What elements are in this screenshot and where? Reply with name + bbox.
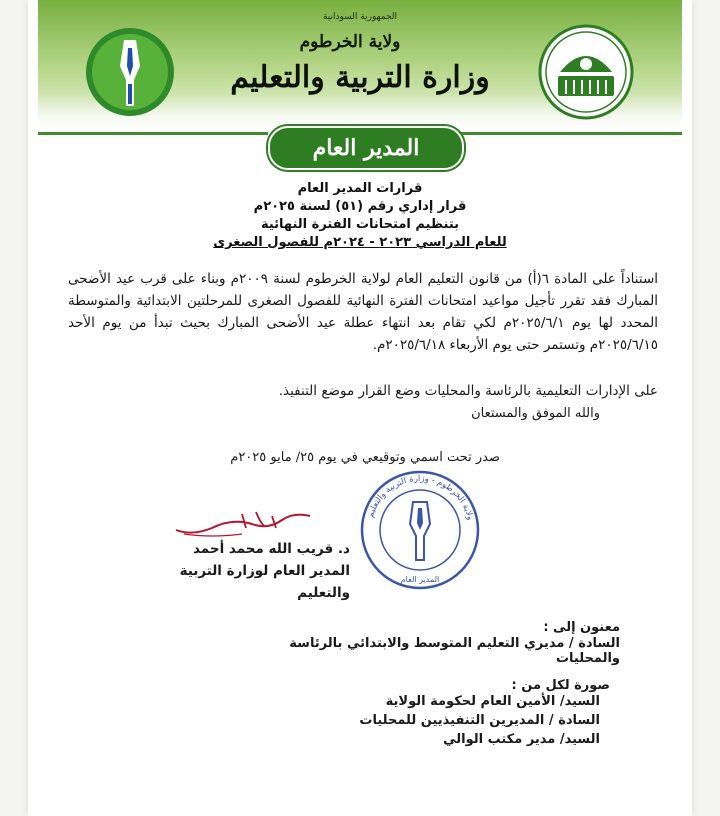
pen-nib-logo-icon: [84, 26, 176, 118]
title-line-2: قرار إداري رقم (٥١) لسنة ٢٠٢٥م: [253, 199, 467, 214]
copy-to-label: صورة لكل من :: [511, 678, 610, 693]
instruction-line: على الإدارات التعليمية بالرئاسة والمحليات وضع القرار موضع التنفيذ.: [278, 383, 658, 399]
header-rule-right: [460, 132, 682, 135]
stamp-ring-text: ولاية الخرطوم - وزارة التربية والتعليم: [365, 473, 475, 522]
signer-block: [130, 538, 350, 604]
title-line-1: قرارات المدير العام: [297, 181, 423, 196]
official-stamp-icon: [358, 468, 482, 592]
list-item: السيد/ الأمين العام لحكومة الولاية: [385, 694, 600, 709]
list-item: السيد/ مدير مكتب الوالي: [443, 732, 600, 747]
stamp-bottom-text: المدير العام: [400, 575, 440, 584]
decision-titles: [180, 180, 540, 252]
ministry-emblem-icon: [536, 22, 636, 122]
issued-line: صدر تحت اسمي وتوقيعي في يوم ٢٥/ مايو ٢٠٢٥م: [230, 450, 500, 465]
title-line-4: للعام الدراسي ٢٠٢٣ - ٢٠٢٤م للفصول الصغرى: [213, 235, 507, 250]
list-item: السادة / المديرين التنفيذيين للمحليات: [359, 713, 600, 728]
title-line-3: بتنظيم امتحانات الفترة النهائية: [260, 217, 460, 232]
addressed-to-value: السادة / مديري التعليم المتوسط والابتدائي بالرئاسة والمحليات: [289, 636, 620, 666]
header-rule-left: [38, 132, 268, 135]
addressed-to-label: معنون إلى :: [543, 620, 620, 635]
ministry-name: وزارة التربية والتعليم: [230, 60, 490, 95]
emblem-text: الجمهورية السودانية: [322, 12, 398, 22]
closing-line: والله الموفق والمستعان: [471, 406, 600, 421]
director-general-badge: المدير العام: [268, 126, 464, 170]
signer-title: المدير العام لوزارة التربية والتعليم: [179, 563, 350, 601]
signer-name: د. قريب الله محمد أحمد: [193, 541, 350, 557]
state-name: ولاية الخرطوم: [299, 32, 401, 52]
signature-icon: [172, 506, 316, 540]
decision-paragraph: استناداً على المادة ٦(أ) من قانون التعليم العام لولاية الخرطوم لسنة ٢٠٠٩م وبناء على قرب عيد الأضحى المبارك فقد تقرر تأجيل مواعيد امتحانات الفترة النهائية للفصول الصغرى للمرحلتين الابتدائية والمتوسطة المحدد لها يوم ٢٠٢٥/٦/١م لكي تقام بعد انتهاء عطلة عيد الأضحى المبارك بحيث تبدأ من يوم الأحد ٢٠٢٥/٦/١٥م وتستمر حتى يوم الأربعاء ٢٠٢٥/٦/١٨م.: [68, 271, 659, 353]
copy-to-list: [300, 692, 600, 749]
